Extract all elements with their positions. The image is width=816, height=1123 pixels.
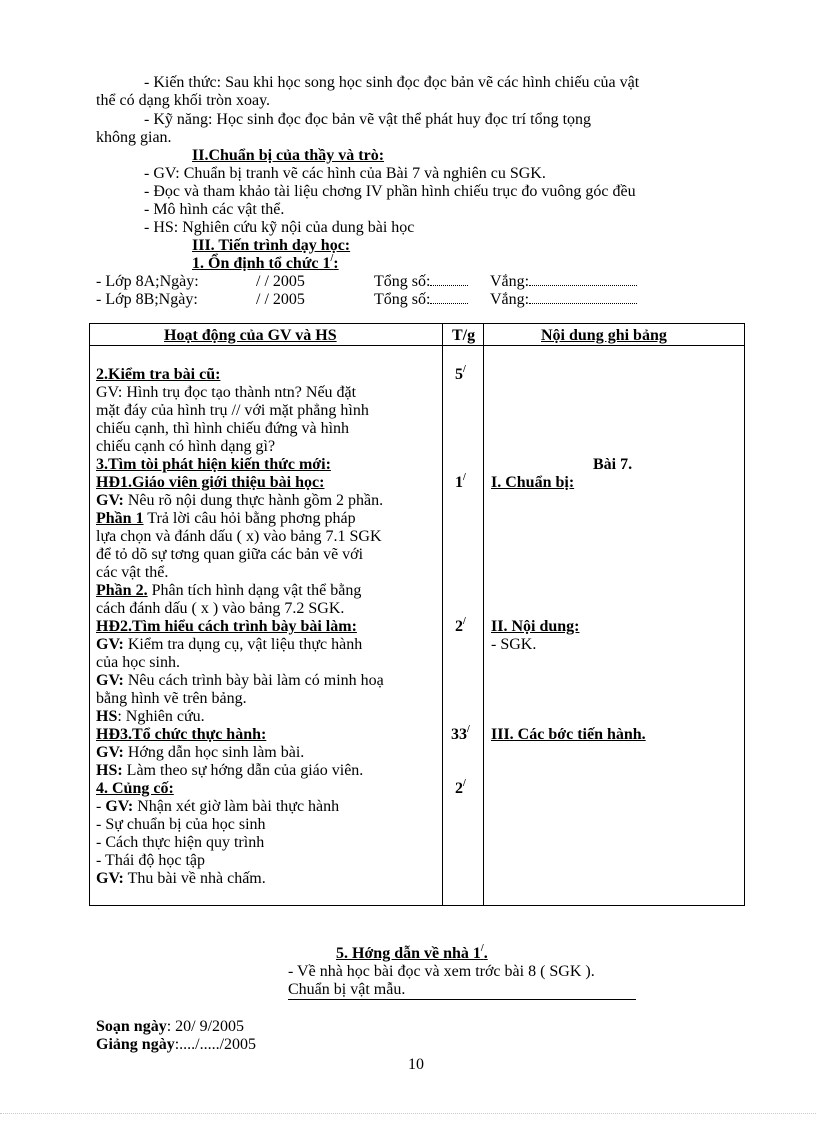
section-content: II. Nội dung: bbox=[491, 618, 580, 635]
cons-item: - Thái độ học tập bbox=[96, 852, 206, 869]
class-a-total: Tổng số: bbox=[374, 273, 468, 291]
knowledge-line: - Kiến thức: Sau khi học song học sinh đọc đọc bản vẽ các hình chiếu của vật bbox=[144, 74, 640, 91]
section-steps: III. Các bớc tiến hành. bbox=[491, 726, 646, 743]
time-value: 1/ bbox=[455, 472, 466, 491]
hd3-gv-line: GV: Hớng dẫn học sinh làm bài. bbox=[96, 744, 305, 761]
hd1-heading: HĐ1.Giáo viên giới thiệu bài học: bbox=[96, 474, 325, 491]
check-line: chiếu cạnh, thì hình chiếu đứng và hình bbox=[96, 420, 350, 437]
process-heading: III. Tiến trình dạy học: bbox=[192, 237, 351, 254]
hd2-hs-line: HS: Nghiên cứu. bbox=[96, 708, 205, 725]
section-prep: I. Chuẩn bị: bbox=[491, 474, 575, 491]
time-value: 5/ bbox=[455, 364, 466, 383]
compose-date: Soạn ngày: 20/ 9/2005 bbox=[96, 1018, 245, 1035]
class-a-absent: Vắng: bbox=[490, 273, 637, 291]
lesson-table bbox=[89, 323, 745, 906]
cons-item: - Sự chuẩn bị của học sinh bbox=[96, 816, 266, 833]
hd3-hs-line: HS: Làm theo sự hớng dẫn của giáo viên. bbox=[96, 762, 364, 779]
part1-line: các vật thể. bbox=[96, 564, 169, 581]
header-time: T/g bbox=[452, 327, 476, 344]
hd2-heading: HĐ2.Tìm hiểu cách trình bày bài làm: bbox=[96, 618, 357, 635]
hd2-gv-line: GV: Nêu cách trình bày bài làm có minh hoạ bbox=[96, 672, 384, 689]
time-value: 2/ bbox=[455, 616, 466, 635]
prep-item: - Đọc và tham khảo tài liệu chơng IV phần hình chiếu trục đo vuông góc đều bbox=[144, 183, 636, 200]
time-value: 33/ bbox=[451, 724, 470, 743]
class-b-date: / / 2005 bbox=[256, 291, 305, 308]
homework-line: Chuẩn bị vật mẫu. bbox=[288, 981, 406, 998]
hd1-gv-line: GV: Nêu rõ nội dung thực hành gồm 2 phần. bbox=[96, 492, 384, 509]
hd2-gv-line: của học sinh. bbox=[96, 654, 180, 671]
part2-line: Phần 2. Phân tích hình dạng vật thể bằng bbox=[96, 582, 362, 599]
page-number: 10 bbox=[408, 1056, 424, 1073]
homework-underline bbox=[288, 999, 636, 1000]
check-line: GV: Hình trụ đọc tạo thành ntn? Nếu đặt bbox=[96, 384, 357, 401]
discover-heading: 3.Tìm tòi phát hiện kiến thức mới: bbox=[96, 456, 331, 473]
class-b-total: Tổng số: bbox=[374, 291, 468, 309]
part1-line: lựa chọn và đánh dấu ( x) vào bảng 7.1 SGK bbox=[96, 528, 382, 545]
class-a-label: - Lớp 8A;Ngày: bbox=[96, 273, 199, 290]
class-a-date: / / 2005 bbox=[256, 273, 305, 290]
homework-line: - Về nhà học bài đọc và xem trớc bài 8 ( SGK ). bbox=[288, 963, 595, 980]
teach-date: Giảng ngày:..../...../2005 bbox=[96, 1036, 257, 1053]
header-activity: Hoạt động của GV và HS bbox=[164, 327, 337, 344]
page-bottom-rule bbox=[0, 1113, 816, 1114]
hd2-gv-line: GV: Kiểm tra dụng cụ, vật liệu thực hành bbox=[96, 636, 363, 653]
hd2-gv-line: bằng hình vẽ trên bảng. bbox=[96, 690, 247, 707]
part1-line: Phần 1 Trả lời câu hỏi bằng phơng pháp bbox=[96, 510, 356, 527]
check-heading: 2.Kiểm tra bài cũ: bbox=[96, 366, 221, 383]
cons-item: - Cách thực hiện quy trình bbox=[96, 834, 265, 851]
class-b-label: - Lớp 8B;Ngày: bbox=[96, 291, 198, 308]
check-line: mặt đáy của hình trụ // với mặt phẳng hình bbox=[96, 402, 369, 419]
prep-item: - Mô hình các vật thể. bbox=[144, 201, 285, 218]
hd3-heading: HĐ3.Tổ chức thực hành: bbox=[96, 726, 267, 743]
prep-heading: II.Chuẩn bị của thầy và trò: bbox=[192, 147, 385, 164]
section-content-item: - SGK. bbox=[491, 636, 537, 653]
part2-line: cách đánh dấu ( x ) vào bảng 7.2 SGK. bbox=[96, 600, 345, 617]
cons-gv-line: - GV: Nhận xét giờ làm bài thực hành bbox=[96, 798, 340, 815]
knowledge-line-cont: thể có dạng khối tròn xoay. bbox=[96, 92, 271, 109]
check-line: chiếu cạnh có hình dạng gì? bbox=[96, 438, 276, 455]
prep-item: - GV: Chuẩn bị tranh vẽ các hình của Bài 7 và nghiên cu SGK. bbox=[144, 165, 546, 182]
header-content: Nội dung ghi bảng bbox=[541, 327, 667, 344]
lesson-title: Bài 7. bbox=[593, 456, 633, 473]
skill-line-cont: không gian. bbox=[96, 129, 172, 146]
consolidate-heading: 4. Củng cố: bbox=[96, 780, 174, 797]
part1-line: để tỏ dõ sự tơng quan giữa các bản vẽ với bbox=[96, 546, 364, 563]
skill-line: - Kỹ năng: Học sinh đọc đọc bản vẽ vật thể phát huy đọc trí tổng tọng bbox=[144, 111, 592, 128]
prep-item: - HS: Nghiên cứu kỹ nội của dung bài học bbox=[144, 219, 415, 236]
class-b-absent: Vắng: bbox=[490, 291, 637, 309]
time-value: 2/ bbox=[455, 778, 466, 797]
homework-heading: 5. Hớng dẫn về nhà 1/. bbox=[336, 943, 488, 962]
cons-final-line: GV: Thu bài về nhà chấm. bbox=[96, 870, 266, 887]
org-heading: 1. Ổn định tổ chức 1/: bbox=[192, 253, 339, 272]
